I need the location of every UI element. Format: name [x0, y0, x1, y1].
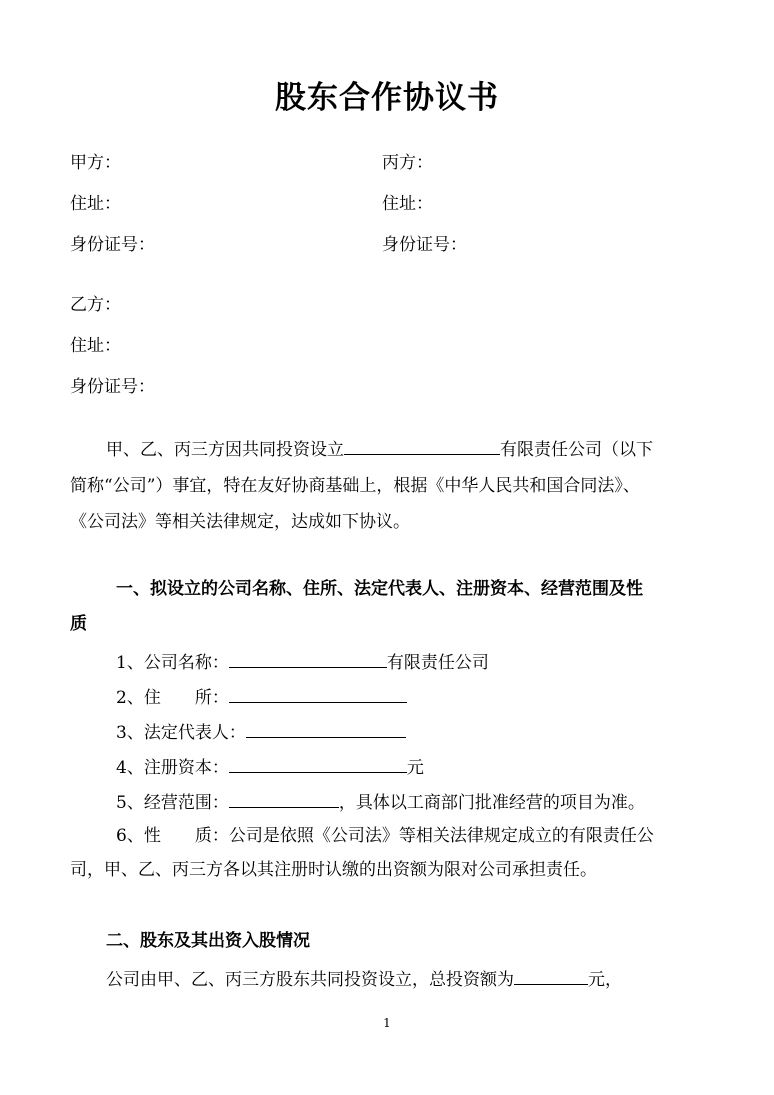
section-2-heading: 二、股东及其出资入股情况	[106, 931, 310, 951]
document-title: 股东合作协议书	[275, 80, 499, 116]
item-address-blank	[229, 685, 407, 703]
item-registered-capital-label: 4、注册资本：	[116, 758, 229, 778]
item-legal-rep-blank	[246, 720, 406, 738]
party-a-id: 身份证号：	[70, 235, 155, 255]
party-b-id: 身份证号：	[70, 377, 155, 397]
item-address-label: 2、住 所：	[116, 688, 229, 708]
party-a-address: 住址：	[70, 194, 121, 214]
item-registered-capital-suffix: 元	[406, 758, 424, 778]
item-legal-rep	[116, 720, 406, 744]
item-nature-line-1: 6、性 质：公司是依照《公司法》等相关法律规定成立的有限责任公	[116, 826, 654, 846]
section-2-line-1-suffix: 元，	[588, 970, 622, 990]
item-company-name	[116, 650, 489, 674]
intro-line-1-text: 甲、乙、丙三方因共同投资设立	[106, 440, 344, 460]
item-business-scope-label: 5、经营范围：	[116, 793, 229, 813]
party-c-id: 身份证号：	[382, 235, 467, 255]
party-c-address: 住址：	[382, 194, 433, 214]
section-2-line-1	[106, 967, 622, 991]
party-c-label: 丙方：	[382, 153, 433, 173]
item-company-name-suffix: 有限责任公司	[386, 653, 489, 673]
party-a-label: 甲方：	[70, 153, 121, 173]
total-investment-blank	[514, 967, 588, 985]
page-number: 1	[383, 1016, 391, 1030]
intro-line-3: 《公司法》等相关法律规定，达成如下协议。	[70, 512, 410, 532]
item-nature-line-2: 司，甲、乙、丙三方各以其注册时认缴的出资额为限对公司承担责任。	[70, 860, 597, 880]
item-company-name-label: 1、公司名称：	[116, 653, 229, 673]
section-2-line-1-text: 公司由甲、乙、丙三方股东共同投资设立，总投资额为	[106, 970, 514, 990]
section-1-heading-cont: 质	[70, 614, 87, 634]
item-address	[116, 685, 407, 709]
item-business-scope	[116, 790, 645, 814]
item-business-scope-suffix: ，具体以工商部门批准经营的项目为准。	[338, 793, 645, 813]
intro-line-2: 简称“公司”）事宜，特在友好协商基础上，根据《中华人民共和国合同法》、	[70, 476, 640, 496]
item-legal-rep-label: 3、法定代表人：	[116, 723, 246, 743]
item-company-name-blank	[229, 650, 387, 668]
intro-line-1	[106, 437, 653, 461]
intro-line-1-suffix: 有限责任公司（以下	[500, 440, 653, 460]
party-b-label: 乙方：	[70, 295, 121, 315]
section-1-heading: 一、拟设立的公司名称、住所、法定代表人、注册资本、经营范围及性	[116, 579, 643, 599]
item-registered-capital-blank	[229, 755, 407, 773]
company-name-blank	[344, 437, 500, 455]
item-registered-capital	[116, 755, 424, 779]
item-business-scope-blank	[229, 790, 339, 808]
party-b-address: 住址：	[70, 336, 121, 356]
